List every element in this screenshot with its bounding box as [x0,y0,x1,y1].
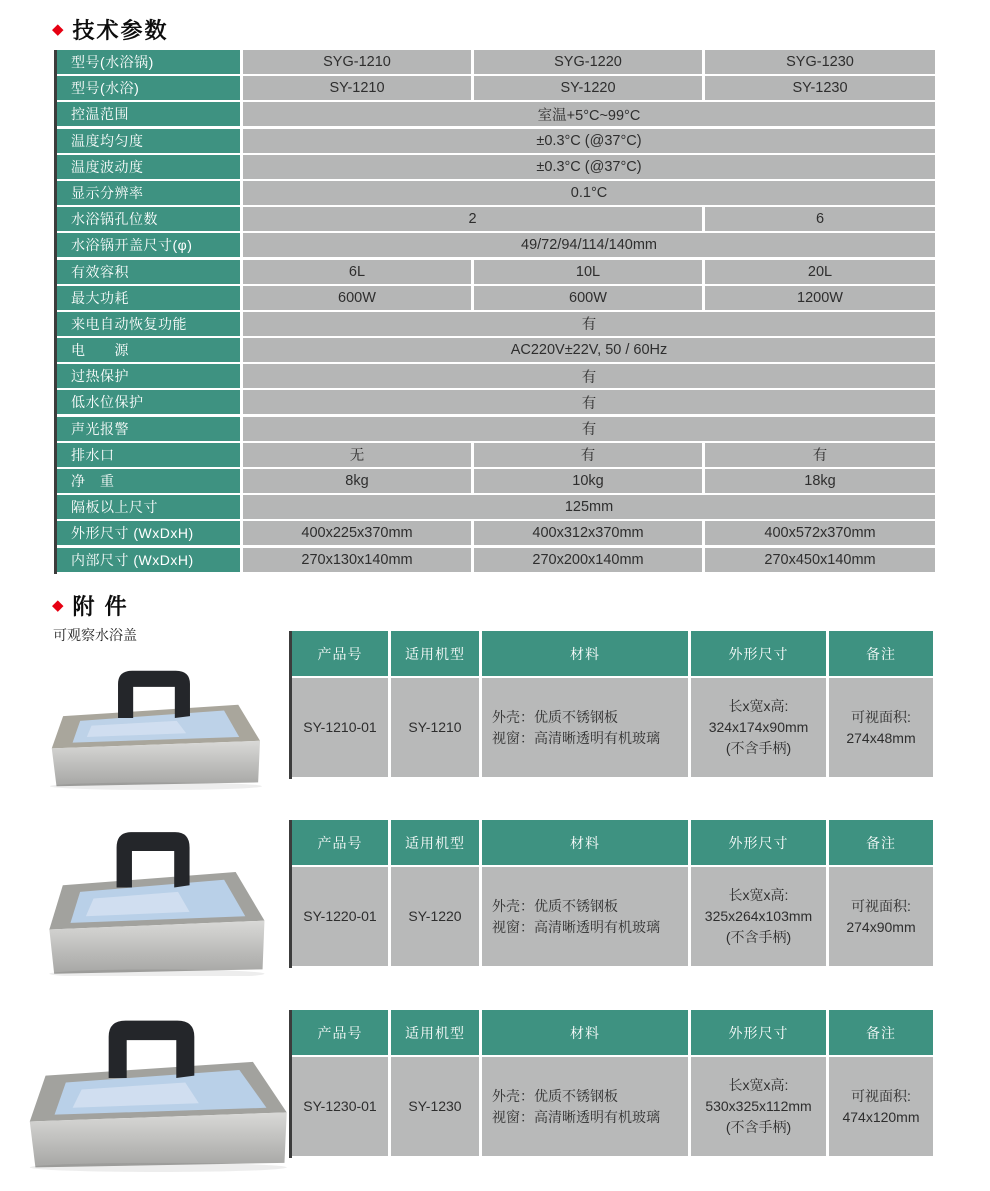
spec-value-cell: SYG-1210 [243,50,471,74]
spec-row [57,469,935,493]
spec-value-cell: 无 [243,443,471,467]
spec-row-label: 内部尺寸 (WxDxH) [57,548,240,572]
accessory-header-cell: 适用机型 [391,820,479,865]
accessory-body-row [292,1057,938,1156]
spec-value-cell: 8kg [243,469,471,493]
spec-row [57,521,935,545]
accessory-header-row [292,631,938,676]
spec-value-cell: 18kg [705,469,935,493]
spec-value-cell: SYG-1230 [705,50,935,74]
spec-value-cell: 有 [243,417,935,441]
accessory-header-cell: 产品号 [292,1010,388,1055]
spec-value-cell: 1200W [705,286,935,310]
accessory-material [482,678,688,777]
product-image-sy-1210 [28,648,280,790]
cover-shadow [50,782,262,790]
spec-row [57,286,935,310]
spec-value-cell: SY-1210 [243,76,471,100]
cell-line: 可视面积: [851,708,911,725]
cell-line: 外壳：优质不锈钢板 [492,708,618,725]
diamond-bullet-icon: ◆ [52,597,64,614]
accessory-header-cell: 适用机型 [391,631,479,676]
cell-line: (不含手柄) [725,929,792,945]
accessory-material [482,867,688,966]
accessory-header-cell: 外形尺寸 [691,1010,826,1055]
spec-value-cell: 20L [705,260,935,284]
accessory-header-cell: 材料 [482,631,688,676]
spec-row [57,181,935,205]
accessory-dimensions [691,1057,826,1156]
spec-row-label: 型号(水浴锅) [57,50,240,74]
spec-row-label: 有效容积 [57,260,240,284]
spec-row-label: 低水位保护 [57,390,240,414]
accessory-model: SY-1220 [391,867,479,966]
accessories-subtitle: 可观察水浴盖 [53,627,137,643]
diamond-bullet-icon: ◆ [52,21,64,38]
spec-value-cell: 10kg [474,469,702,493]
spec-row-label: 电 源 [57,338,240,362]
spec-value-cell: 有 [243,312,935,336]
tech-params-title [52,14,169,45]
cell-line: 274x90mm [846,918,916,935]
spec-value-cell: 有 [243,390,935,414]
accessory-product-no: SY-1220-01 [292,867,388,966]
accessory-header-row [292,820,938,865]
spec-row-label: 净 重 [57,469,240,493]
accessory-table-sy-1230 [292,1010,938,1158]
accessory-table-sy-1210 [292,631,938,779]
spec-value-cell: 6 [705,207,935,231]
spec-row-label: 温度均匀度 [57,129,240,153]
spec-value-cell: ±0.3°C (@37°C) [243,155,935,179]
cover-front-face [30,1112,287,1167]
spec-row-label: 最大功耗 [57,286,240,310]
spec-row [57,364,935,388]
cell-line: 外壳：优质不锈钢板 [492,897,618,914]
cell-line: 325x264x103mm [704,908,813,924]
spec-value-cell: 10L [474,260,702,284]
accessory-product-no: SY-1230-01 [292,1057,388,1156]
accessories-title-text: 附 件 [72,594,129,619]
spec-value-cell: 270x130x140mm [243,548,471,572]
accessory-header-cell: 备注 [829,631,933,676]
spec-value-cell: SY-1230 [705,76,935,100]
spec-row [57,548,935,572]
spec-row [57,390,935,414]
cover-front-face [49,921,264,974]
product-image-sy-1230 [14,1000,298,1172]
spec-row [57,312,935,336]
spec-value-cell: 有 [705,443,935,467]
accessory-dimensions [691,678,826,777]
spec-value-cell: 0.1°C [243,181,935,205]
spec-row-label: 水浴锅孔位数 [57,207,240,231]
spec-table [57,50,935,574]
spec-row [57,417,935,441]
spec-row-label: 声光报警 [57,417,240,441]
spec-value-cell: 400x312x370mm [474,521,702,545]
spec-value-cell: 有 [474,443,702,467]
cell-line: 长x宽x高: [728,1077,789,1093]
cell-line: 474x120mm [842,1108,920,1125]
accessory-header-cell: 产品号 [292,820,388,865]
accessory-table-sy-1220 [292,820,938,968]
tech-params-title-text: 技术参数 [72,18,169,43]
accessory-header-row [292,1010,938,1055]
cell-line: 长x宽x高: [728,887,789,903]
spec-row [57,207,935,231]
accessory-header-cell: 材料 [482,1010,688,1055]
spec-row-label: 来电自动恢复功能 [57,312,240,336]
spec-row-label: 温度波动度 [57,155,240,179]
cell-line: 外壳：优质不锈钢板 [492,1087,618,1104]
cell-line: 视窗：高清晰透明有机玻璃 [492,918,660,935]
spec-row [57,76,935,100]
spec-row-label: 型号(水浴) [57,76,240,100]
accessory-note [829,1057,933,1156]
spec-row [57,50,935,74]
spec-row-label: 水浴锅开盖尺寸(φ) [57,233,240,257]
accessory-product-no: SY-1210-01 [292,678,388,777]
cell-line: 长x宽x高: [728,698,789,714]
spec-value-cell: ±0.3°C (@37°C) [243,129,935,153]
accessory-body-row [292,678,938,777]
accessory-material [482,1057,688,1156]
spec-row [57,443,935,467]
spec-row-label: 过热保护 [57,364,240,388]
cell-line: 视窗：高清晰透明有机玻璃 [492,729,660,746]
accessory-header-cell: 备注 [829,820,933,865]
cell-line: 274x48mm [846,729,916,746]
spec-row [57,233,935,257]
accessory-note [829,678,933,777]
spec-value-cell: SYG-1220 [474,50,702,74]
cell-line: 530x325x112mm [705,1098,812,1114]
cover-shadow [30,1163,287,1172]
cell-line: 324x174x90mm [708,719,809,735]
accessory-model: SY-1230 [391,1057,479,1156]
spec-value-cell: 270x450x140mm [705,548,935,572]
spec-row [57,338,935,362]
cell-line: 可视面积: [851,1087,911,1104]
accessory-body-row [292,867,938,966]
spec-row [57,155,935,179]
spec-value-cell: 270x200x140mm [474,548,702,572]
accessory-header-cell: 材料 [482,820,688,865]
spec-value-cell: 室温+5°C~99°C [243,102,935,126]
spec-value-cell: 49/72/94/114/140mm [243,233,935,257]
cell-line: 可视面积: [851,897,911,914]
product-image-sy-1220 [34,810,276,976]
spec-row-label: 外形尺寸 (WxDxH) [57,521,240,545]
cover-front-face [52,741,260,786]
spec-value-cell: 有 [243,364,935,388]
cell-line: (不含手柄) [725,740,792,756]
spec-value-cell: 600W [243,286,471,310]
spec-value-cell: 400x572x370mm [705,521,935,545]
spec-row-label: 隔板以上尺寸 [57,495,240,519]
cell-line: (不含手柄) [725,1119,792,1135]
spec-row-label: 显示分辨率 [57,181,240,205]
spec-value-cell: 6L [243,260,471,284]
spec-value-cell: 600W [474,286,702,310]
spec-value-cell: AC220V±22V, 50 / 60Hz [243,338,935,362]
spec-row-label: 排水口 [57,443,240,467]
accessory-model: SY-1210 [391,678,479,777]
spec-value-cell: SY-1220 [474,76,702,100]
accessory-header-cell: 适用机型 [391,1010,479,1055]
accessory-note [829,867,933,966]
spec-row [57,495,935,519]
accessory-header-cell: 产品号 [292,631,388,676]
spec-row-label: 控温范围 [57,102,240,126]
accessory-header-cell: 外形尺寸 [691,631,826,676]
accessories-title [52,590,129,621]
accessory-header-cell: 备注 [829,1010,933,1055]
spec-row [57,260,935,284]
spec-value-cell: 2 [243,207,702,231]
accessory-dimensions [691,867,826,966]
spec-value-cell: 125mm [243,495,935,519]
spec-value-cell: 400x225x370mm [243,521,471,545]
spec-row [57,102,935,126]
accessory-header-cell: 外形尺寸 [691,820,826,865]
cell-line: 视窗：高清晰透明有机玻璃 [492,1108,660,1125]
spec-row [57,129,935,153]
